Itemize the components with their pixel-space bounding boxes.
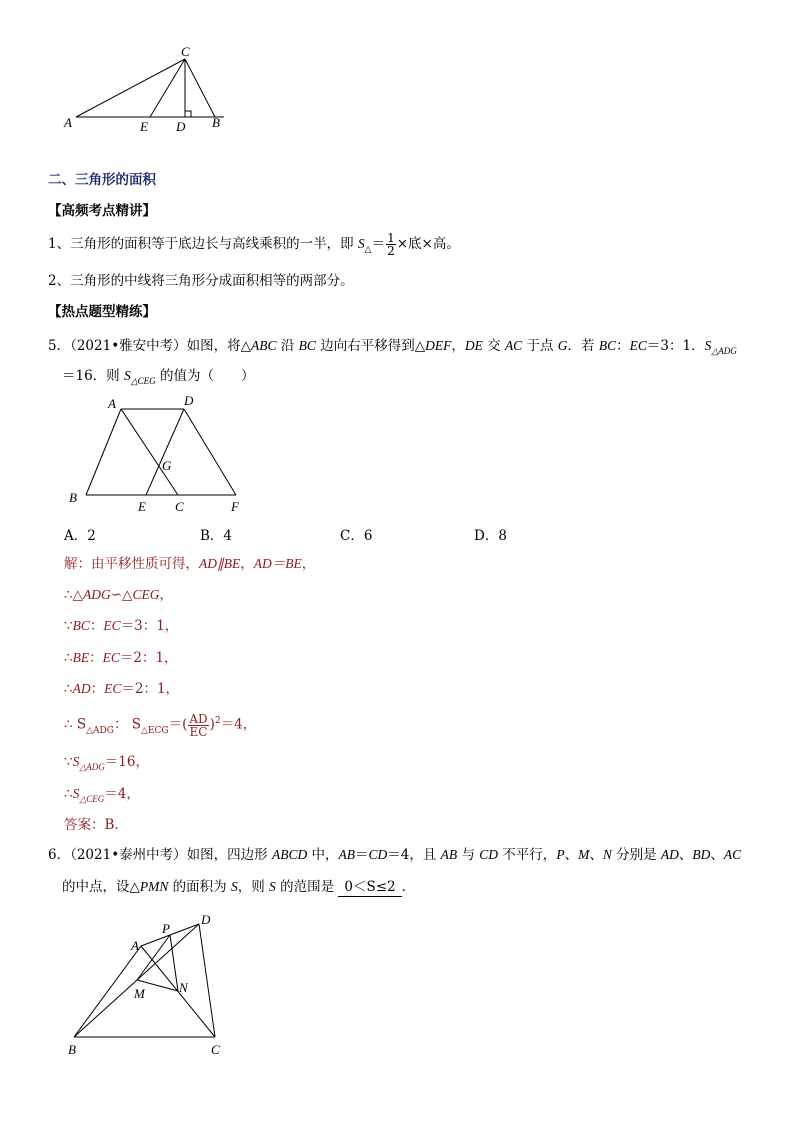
label-b: B bbox=[69, 490, 77, 505]
fraction-ad-ec: $\frac{AD}{EC}$ bbox=[189, 711, 208, 739]
segment-ab bbox=[86, 409, 121, 495]
point-1: 1、三角形的面积等于底边长与高线乘积的一半，即 $S_\triangle=$ $\frac{1}{2}$ ×底×高。 bbox=[48, 231, 460, 258]
solution-line-8: $\therefore S_{\triangle CEG}=4$， bbox=[64, 786, 140, 804]
label-e: E bbox=[138, 499, 146, 514]
segment-ac bbox=[121, 409, 178, 495]
label-n: N bbox=[179, 980, 188, 995]
right-angle-mark bbox=[185, 111, 191, 117]
tag-high-frequency: 【高频考点精讲】 bbox=[48, 203, 156, 219]
figure-triangle-abc bbox=[60, 45, 240, 140]
label-d: D bbox=[201, 912, 211, 927]
label-a: A bbox=[131, 938, 139, 953]
option-b[interactable]: B．4 bbox=[200, 528, 233, 544]
segment-ab bbox=[74, 946, 141, 1037]
solution-line-5: ∴AD：EC＝2：1， bbox=[64, 681, 180, 697]
label-g: G bbox=[162, 458, 172, 473]
question-6-line-1: 6．（2021•泰州中考）如图，四边形 ABCD 中，AB＝CD＝4，且 AB 与 CD 不平行，P、M、N 分别是 AD、BD、AC bbox=[48, 847, 742, 863]
label-a: A bbox=[108, 396, 116, 411]
answer-blank[interactable]: 0＜S≤2 bbox=[338, 878, 401, 897]
solution-line-7: $\because S_{\triangle ADG}=16$， bbox=[64, 754, 149, 772]
label-c: C bbox=[211, 1042, 220, 1057]
solution-line-4: ∴BE：EC＝2：1， bbox=[64, 650, 178, 666]
figure-translation bbox=[64, 392, 254, 520]
label-f: F bbox=[231, 499, 239, 514]
segment-ac bbox=[76, 59, 185, 117]
label-d: D bbox=[176, 119, 186, 134]
label-a: A bbox=[64, 115, 72, 130]
solution-line-6: ∴ $S_{\triangle ADG}$： $S_{\triangle ECG}=$( $\frac{AD}{EC}$ )$^2$＝4， bbox=[64, 711, 257, 739]
segment-de bbox=[146, 409, 184, 495]
label-c: C bbox=[181, 45, 190, 59]
label-e: E bbox=[140, 119, 148, 134]
label-b: B bbox=[212, 115, 220, 130]
solution-answer: 答案：B． bbox=[64, 817, 128, 833]
point-2: 2、三角形的中线将三角形分成面积相等的两部分。 bbox=[48, 273, 354, 289]
option-d[interactable]: D．8 bbox=[474, 528, 507, 544]
label-c: C bbox=[175, 499, 184, 514]
segment-df bbox=[184, 409, 236, 495]
tag-hot-topics: 【热点题型精练】 bbox=[48, 304, 156, 320]
option-a[interactable]: A．2 bbox=[64, 528, 96, 544]
question-5-line-1: 5．（2021•雅安中考）如图，将△ABC 沿 BC 边向右平移得到△DEF，DE 交 AC 于点 G．若 BC：EC＝3：1．$S_{\triangle ADG}$ bbox=[48, 338, 737, 356]
solution-line-1: 解：由平移性质可得，AD∥BE，AD＝BE， bbox=[64, 556, 316, 572]
question-6-line-2: 的中点，设△PMN 的面积为 S，则 S 的范围是 0＜S≤2 ． bbox=[62, 879, 416, 895]
section-title: 二、三角形的面积 bbox=[48, 172, 156, 188]
segment-ce bbox=[150, 59, 185, 117]
solution-line-3: ∵BC：EC＝3：1， bbox=[64, 618, 179, 634]
label-p: P bbox=[162, 921, 170, 936]
segment-cb bbox=[185, 59, 215, 117]
label-d: D bbox=[184, 393, 194, 408]
label-m: M bbox=[134, 986, 145, 1001]
fraction-one-half: $\frac{1}{2}$ bbox=[387, 231, 395, 258]
solution-line-2: ∴△ADG∽△CEG， bbox=[64, 587, 173, 603]
question-5-line-2: ＝16．则 $S_{\triangle CEG}$ 的值为（ ） bbox=[62, 368, 255, 386]
option-c[interactable]: C．6 bbox=[340, 528, 373, 544]
label-b: B bbox=[68, 1042, 76, 1057]
figure-quadrilateral bbox=[58, 906, 238, 1066]
